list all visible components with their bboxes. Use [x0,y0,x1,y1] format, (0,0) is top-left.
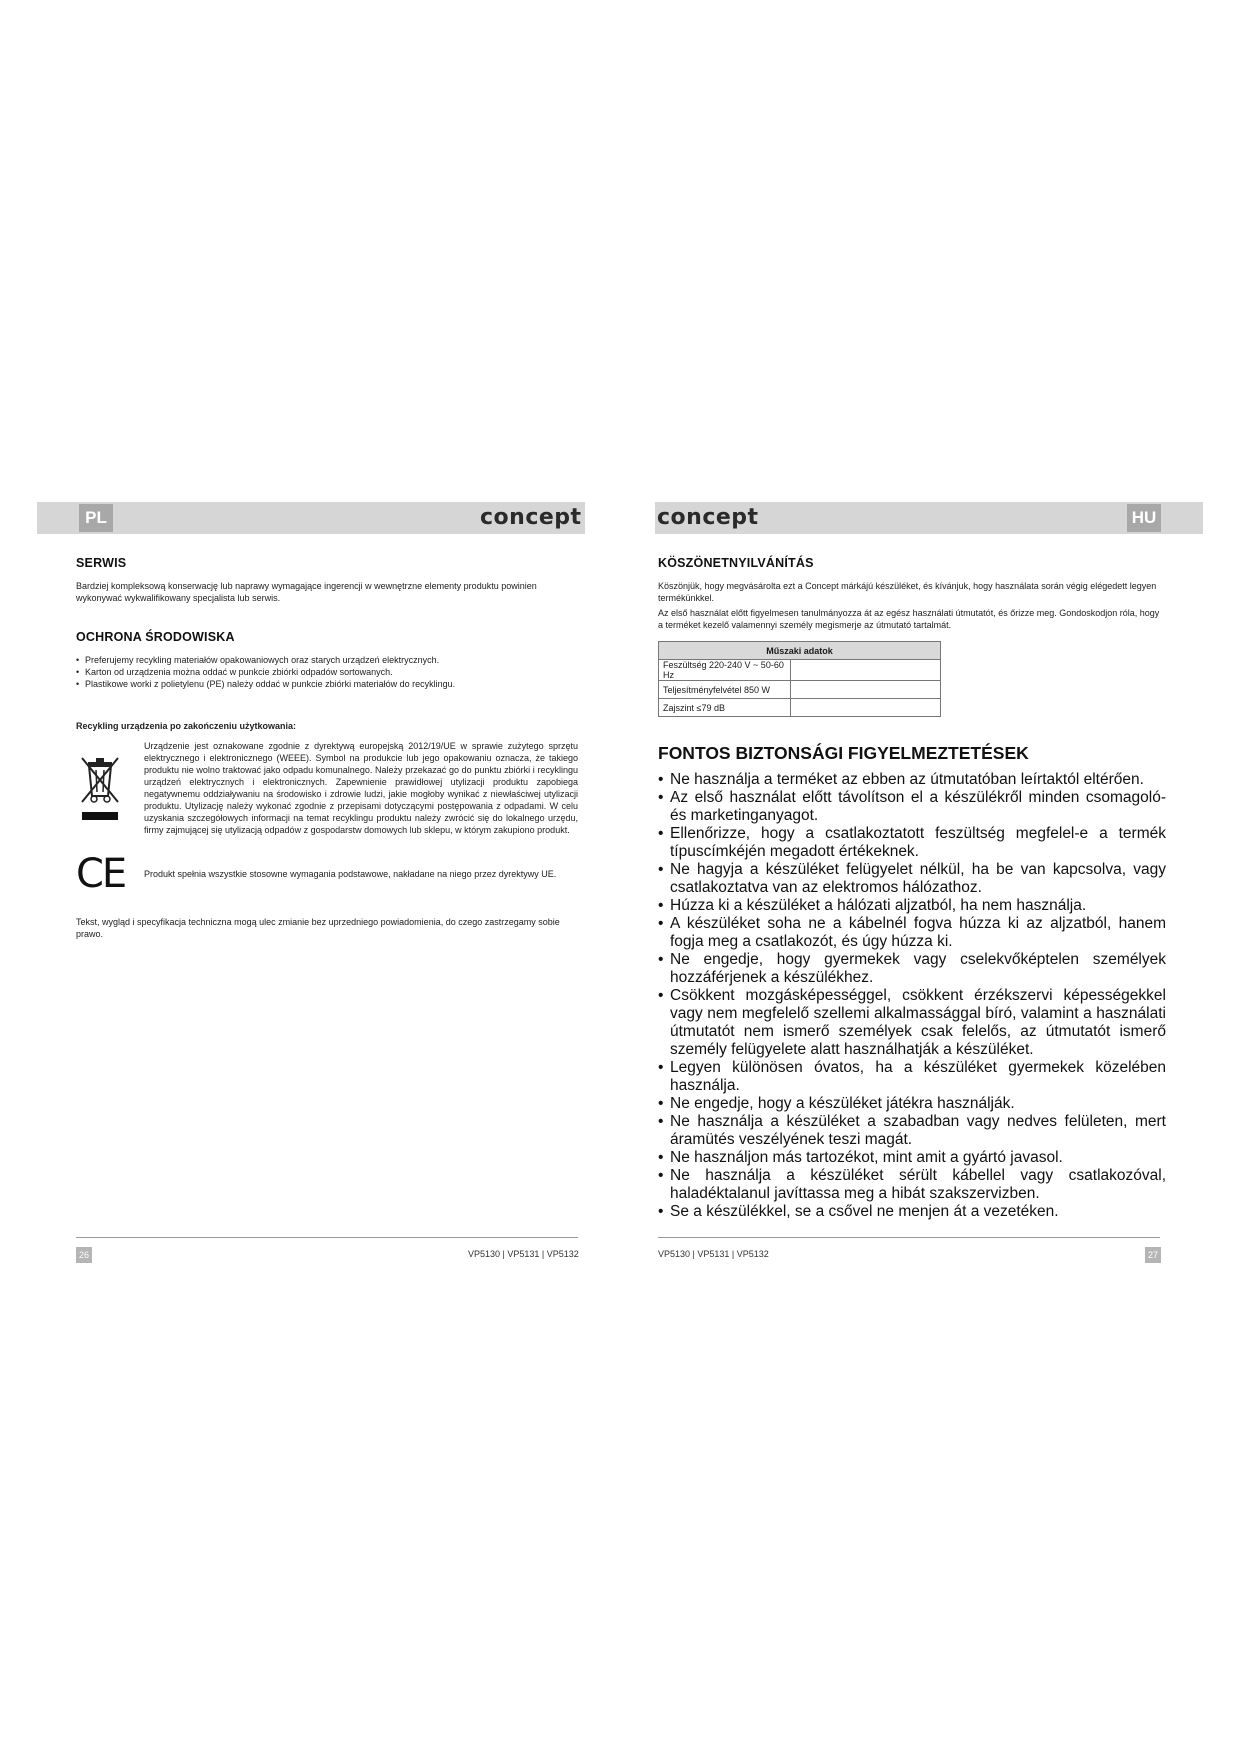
list-item: • Se a készülékkel, se a csővel ne menjen át a vezetéken. [658,1203,1166,1221]
right-page [658,556,1166,1221]
table-cell: Teljesítményfelvétel 850 W [659,681,791,699]
list-item: • Legyen különösen óvatos, ha a készüléket gyermekek közelében használja. [658,1059,1166,1095]
model-numbers-left: VP5130 | VP5131 | VP5132 [468,1249,579,1259]
language-badge-hu: HU [1127,504,1161,532]
list-item: • Ellenőrizze, hogy a csatlakoztatott feszültség megfelel-e a termék típuscímkéjén megadott értékeknek. [658,825,1166,861]
footer-divider-left [76,1237,578,1238]
brand-logo-left: concept [480,505,582,530]
page-number-left: 26 [76,1247,92,1263]
list-item: • Karton od urządzenia można oddać w punkcie zbiórki odpadów sortowanych. [76,666,578,678]
list-item: • Csökkent mozgásképességgel, csökkent érzékszervi képességekkel vagy nem megfelelő szellemi alkalmassággal bíró, valamint a használati útmutatót nem ismerő személyek csak felelős, az útmutatót ismerő személy felügyelete alatt használhatják a készüléket. [658,987,1166,1059]
recycling-text: Urządzenie jest oznakowane zgodnie z dyrektywą europejską 2012/19/UE w sprawie zużytego sprzętu elektrycznego i elektronicznego (WEEE). Symbol na produkcie lub jego opakowaniu oznacza, że takiego produktu nie wolno traktować jako odpadu komunalnego. Należy przekazać go do punktu zbiórki i recyklingu urządzeń elektrycznych i elektronicznych. Zapewnienie prawidłowej utylizacji produktu zapobiega negatywnemu oddziaływaniu na środowisko i zdrowie ludzi, jakie mogłoby wynikać z niewłaściwej utylizacji produktu. Utylizację należy wykonać zgodnie z przepisami dotyczącymi postępowania z odpadami. W celu uzyskania szczegółowych informacji na temat recyklingu produktu należy zwrócić się do lokalnego urzędu, firmy zajmującej się utylizacją odpadów z gospodarstw domowych lub sklepu, w którym zakupiono produkt. [144,741,578,835]
list-item: • Ne engedje, hogy a készüléket játékra használják. [658,1095,1166,1113]
list-item: • Ne használja a terméket az ebben az útmutatóban leírtaktól eltérően. [658,771,1166,789]
table-header: Műszaki adatok [659,642,941,660]
ce-section [76,851,578,897]
list-item: • Preferujemy recykling materiałów opakowaniowych oraz starych urządzeń elektrycznych. [76,654,578,666]
service-text: Bardziej kompleksową konserwację lub naprawy wymagające ingerencji w wewnętrzne elementy produktu powinien wykonywać wykwalifikowany specjalista lub serwis. [76,581,537,603]
safety-list [658,771,1166,1221]
ce-text: Produkt spełnia wszystkie stosowne wymagania podstawowe, nakładane na niego przez dyrektywy UE. [144,869,557,879]
table-row [659,681,941,699]
list-item: • Ne használja a készüléket sérült kábellel vagy csatlakozóval, haladéktalanul javíttassa meg a hibát szakszervizben. [658,1167,1166,1203]
environment-heading: OCHRONA ŚRODOWISKA [76,630,235,644]
page-number-right: 27 [1145,1247,1161,1263]
list-item: • Ne használjon más tartozékot, mint amit a gyártó javasol. [658,1149,1166,1167]
thanks-paragraph-1: Köszönjük, hogy megvásárolta ezt a Concept márkájú készüléket, és kívánjuk, hogy használata során végig elégedett legyen termékünkkel. [658,581,1157,603]
recycling-heading: Recykling urządzenia po zakończeniu użytkowania: [76,721,297,731]
thanks-heading: KÖSZÖNETNYILVÁNÍTÁS [658,556,814,570]
safety-heading: FONTOS BIZTONSÁGI FIGYELMEZTETÉSEK [658,743,1029,763]
environment-list [76,654,578,690]
list-item: • Ne használja a készüléket a szabadban vagy nedves felületen, mert áramütés veszélyének teszi magát. [658,1113,1166,1149]
table-cell: Feszültség 220-240 V ~ 50-60 Hz [659,660,791,681]
footer-divider-right [658,1237,1160,1238]
left-page [76,556,578,940]
recycling-section [76,740,578,836]
weee-bin-icon [76,740,132,836]
brand-logo-right: concept [657,505,759,530]
language-badge-pl: PL [79,504,113,532]
table-row [659,699,941,717]
list-item: • Ne engedje, hogy gyermekek vagy cselekvőképtelen személyek hozzáférjenek a készülékhez. [658,951,1166,987]
list-item: • Plastikowe worki z polietylenu (PE) należy oddać w punkcie zbiórki materiałów do recyklingu. [76,678,578,690]
model-numbers-right: VP5130 | VP5131 | VP5132 [658,1249,769,1259]
list-item: • Húzza ki a készüléket a hálózati aljzatból, ha nem használja. [658,897,1166,915]
disclaimer-text: Tekst, wygląd i specyfikacja techniczna mogą ulec zmianie bez uprzedniego powiadomienia, do czego zastrzegamy sobie prawo. [76,917,560,939]
list-item: • Az első használat előtt távolítson el a készülékről minden csomagoló- és marketinganyagot. [658,789,1166,825]
ce-mark-icon: CE [76,851,126,897]
service-heading: SERWIS [76,556,127,570]
table-row [659,660,941,681]
list-item: • A készüléket soha ne a kábelnél fogva húzza ki az aljzatból, hanem fogja meg a csatlakozót, és úgy húzza ki. [658,915,1166,951]
table-cell: Zajszint ≤79 dB [659,699,791,717]
technical-data-table [658,641,941,717]
list-item: • Ne hagyja a készüléket felügyelet nélkül, ha be van kapcsolva, vagy csatlakoztatva van az elektromos hálózathoz. [658,861,1166,897]
thanks-paragraph-2: Az első használat előtt figyelmesen tanulmányozza át az egész használati útmutatót, és őrizze meg. Gondoskodjon róla, hogy a terméket kezelő valamennyi személy megismerje az útmutató tartalmát. [658,608,1160,630]
